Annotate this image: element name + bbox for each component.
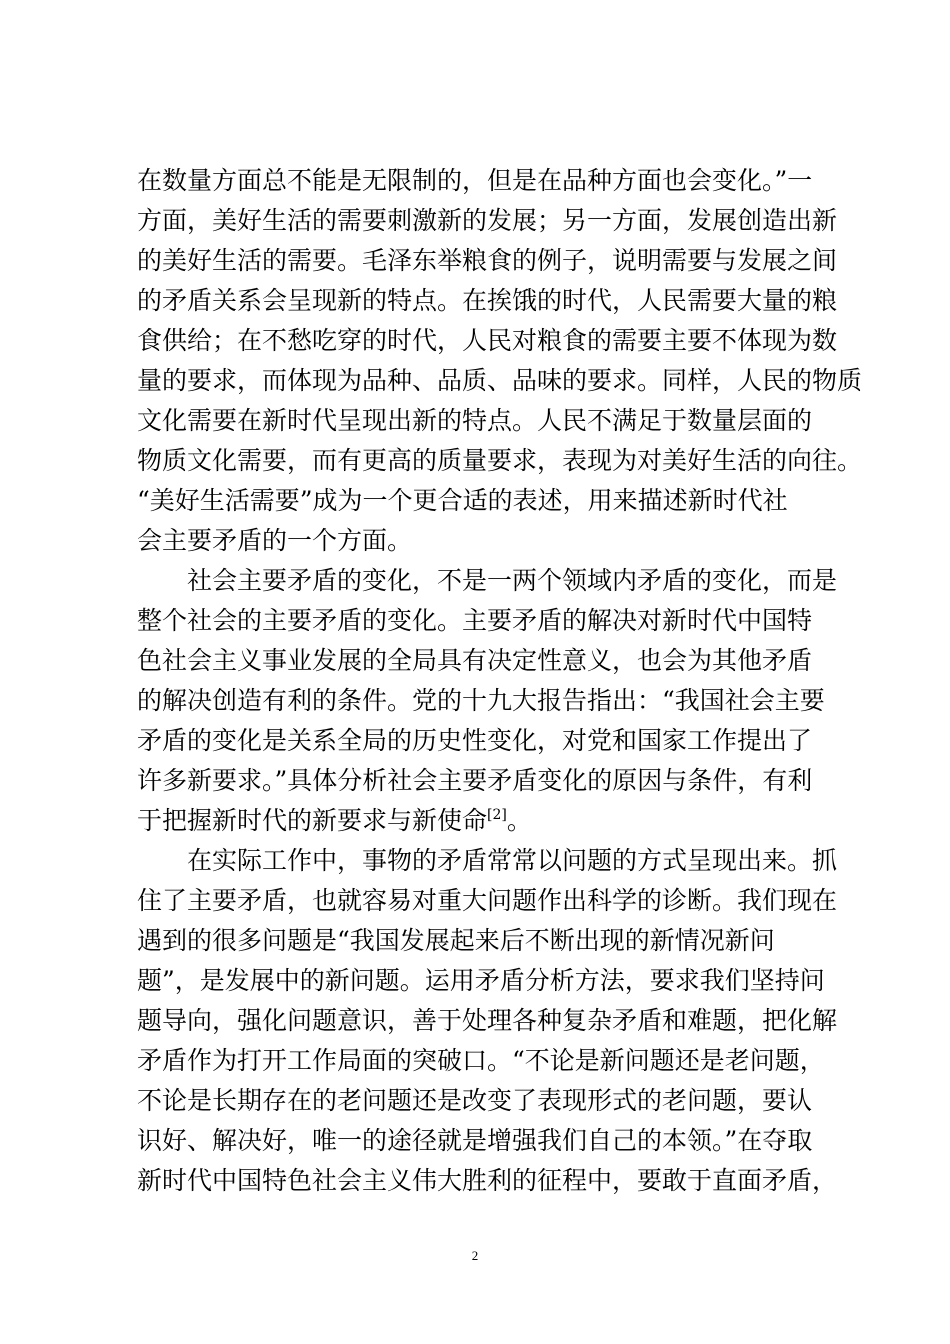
text-line-21: 题”，是发展中的新问题。运用矛盾分析方法，要求我们坚持问 [137,966,825,995]
text-line-17-body: 于把握新时代的新要求与新使命 [137,806,488,835]
text-line-14: 的解决创造有利的条件。党的十九大报告指出：“我国社会主要 [137,686,825,715]
text-line-16: 许多新要求。”具体分析社会主要矛盾变化的原因与条件，有利 [137,766,813,795]
text-line-23: 矛盾作为打开工作局面的突破口。“不论是新问题还是老问题， [137,1046,825,1075]
text-line-11: 社会主要矛盾的变化，不是一两个领域内矛盾的变化，而是 [137,566,838,595]
text-line-9: “美好生活需要”成为一个更合适的表述，用来描述新时代社 [137,486,788,515]
text-line-25: 识好、解决好，唯一的途径就是增强我们自己的本领。”在夺取 [137,1126,813,1155]
text-line-10: 会主要矛盾的一个方面。 [137,526,413,555]
text-line-26: 新时代中国特色社会主义伟大胜利的征程中，要敢于直面矛盾， [137,1166,838,1195]
text-line-4: 的矛盾关系会呈现新的特点。在挨饿的时代，人民需要大量的粮 [137,286,838,315]
page-number: 2 [471,1248,479,1263]
text-line-17 [137,801,843,841]
body-text [137,161,863,1201]
text-line-22: 题导向，强化问题意识，善于处理各种复杂矛盾和难题，把化解 [137,1006,838,1035]
text-line-8: 物质文化需要，而有更高的质量要求，表现为对美好生活的向往。 [137,446,863,475]
text-line-1: 在数量方面总不能是无限制的，但是在品种方面也会变化。”一 [137,166,813,195]
text-line-24: 不论是长期存在的老问题还是改变了表现形式的老问题，要认 [137,1086,813,1115]
text-line-5: 食供给；在不愁吃穿的时代，人民对粮食的需要主要不体现为数 [137,326,838,355]
text-line-13: 色社会主义事业发展的全局具有决定性意义，也会为其他矛盾 [137,646,813,675]
text-line-18: 在实际工作中，事物的矛盾常常以问题的方式呈现出来。抓 [137,846,838,875]
text-line-2: 方面，美好生活的需要刺激新的发展；另一方面，发展创造出新 [137,206,838,235]
text-line-20: 遇到的很多问题是“我国发展起来后不断出现的新情况新问 [137,926,775,955]
text-line-12: 整个社会的主要矛盾的变化。主要矛盾的解决对新时代中国特 [137,606,813,635]
text-line-19: 住了主要矛盾，也就容易对重大问题作出科学的诊断。我们现在 [137,886,838,915]
citation-ref: [2] [487,807,507,823]
citation-tail: 。 [506,806,532,835]
text-line-7: 文化需要在新时代呈现出新的特点。人民不满足于数量层面的 [137,406,813,435]
text-line-15: 矛盾的变化是关系全局的历史性变化，对党和国家工作提出了 [137,726,813,755]
text-line-3: 的美好生活的需要。毛泽东举粮食的例子，说明需要与发展之间 [137,246,838,275]
text-line-6: 量的要求，而体现为品种、品质、品味的要求。同样，人民的物质 [137,366,863,395]
